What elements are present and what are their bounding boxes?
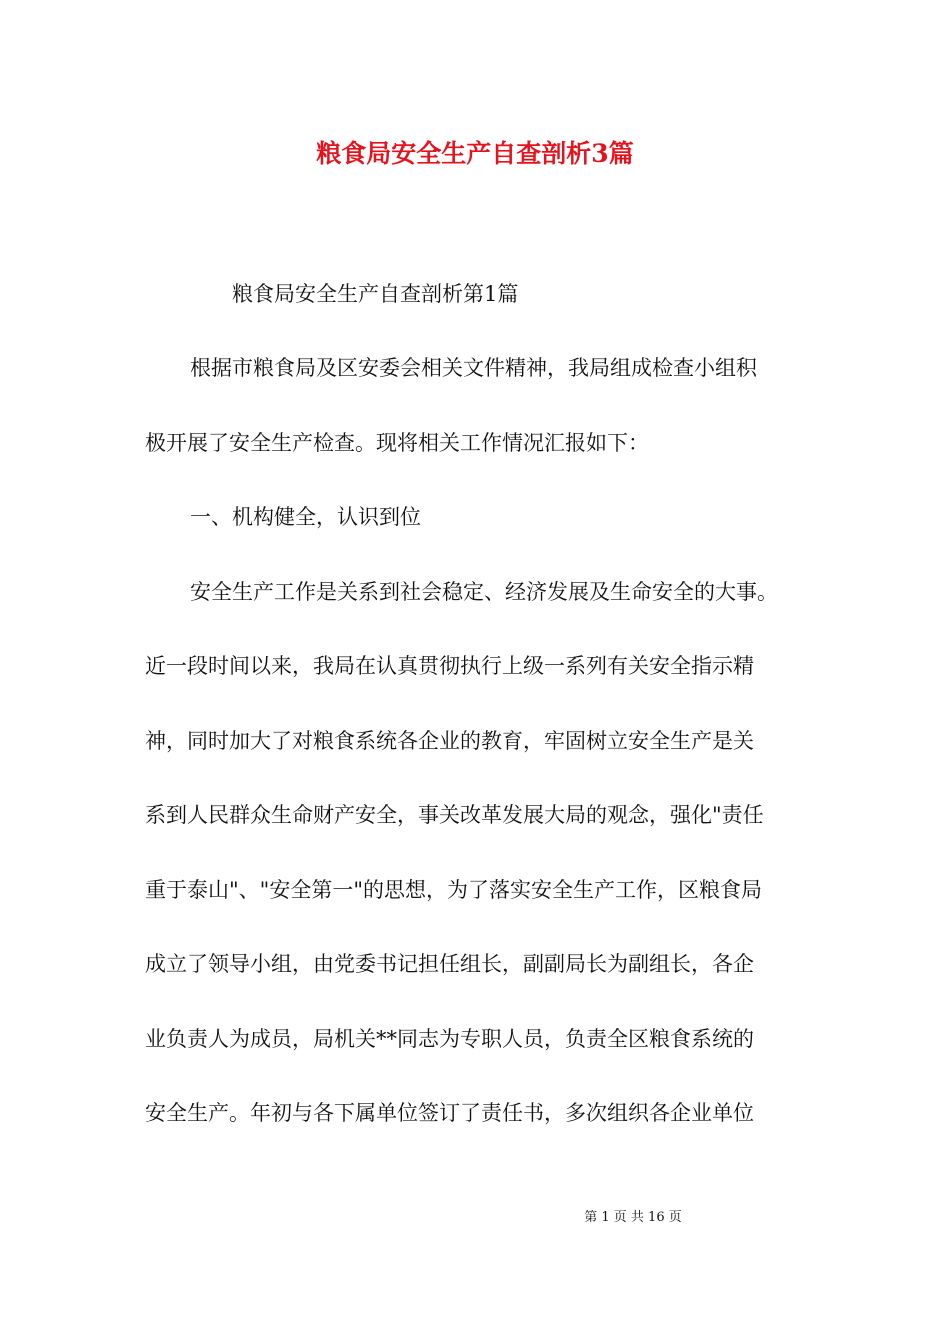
paragraph-line: 神，同时加大了对粮食系统各企业的教育，牢固树立安全生产是关 (145, 729, 754, 753)
paragraph-line: 安全生产工作是关系到社会稳定、经济发展及生命安全的大事。 (190, 580, 778, 604)
paragraph-line: 安全生产。年初与各下属单位签订了责任书，多次组织各企业单位 (145, 1101, 754, 1125)
paragraph-line: 根据市粮食局及区安委会相关文件精神，我局组成检查小组积 (190, 356, 757, 380)
section-title: 粮食局安全生产自查剖析第1篇 (232, 282, 519, 306)
page-number-footer: 第 1 页 共 16 页 (584, 1210, 682, 1225)
paragraph-line: 系到人民群众生命财产安全，事关改革发展大局的观念，强化"责任 (145, 803, 764, 827)
paragraph-line: 近一段时间以来，我局在认真贯彻执行上级一系列有关安全指示精 (145, 654, 754, 678)
document-title: 粮食局安全生产自查剖析3篇 (316, 139, 634, 168)
section-heading: 一、机构健全，认识到位 (190, 505, 421, 529)
paragraph-line: 重于泰山"、"安全第一"的思想，为了落实安全生产工作，区粮食局 (145, 878, 762, 902)
paragraph-line: 极开展了安全生产检查。现将相关工作情况汇报如下： (145, 431, 649, 455)
paragraph-line: 成立了领导小组，由党委书记担任组长，副副局长为副组长，各企 (145, 952, 754, 976)
paragraph-line: 业负责人为成员，局机关**同志为专职人员，负责全区粮食系统的 (145, 1027, 754, 1051)
